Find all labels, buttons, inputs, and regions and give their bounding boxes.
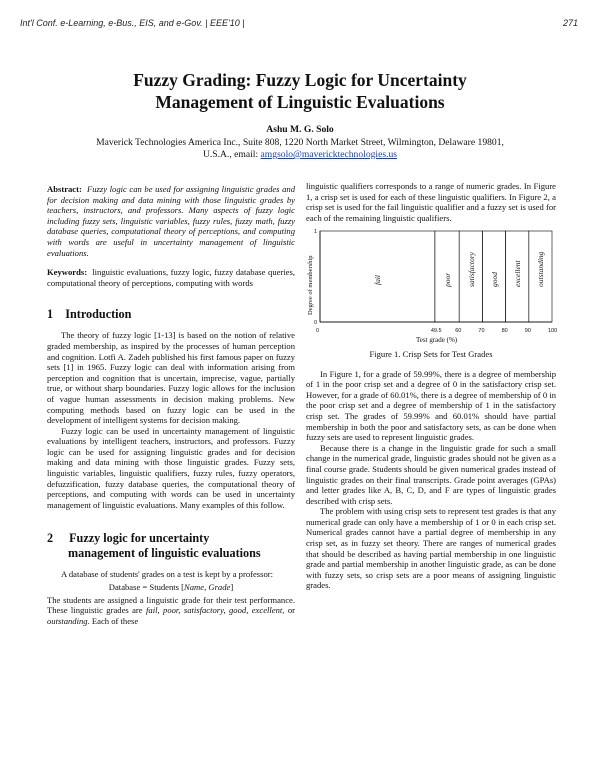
right-paragraph-b: Because there is a change in the linguistic grade for such a small change in the numerical grade, linguistic grades should not be given as a final course grade. Students should be given numerical grades instead of linguistic grades on their final transcripts. Grade point averages (GPAs) and letter grades like A, B, C, D, and F are types of linguistic grades described with crisp sets. (306, 442, 556, 506)
right-paragraph-c: The problem with using crisp sets to represent test grades is that any numerical grade can only have a membership of 1 or 0 in each crisp set. Numerical grades cannot have a partial degree of membership in any crisp set, as in fuzzy set theory. There are ranges of numerical grades that should be described as having partial membership in one linguistic grade and partial membership in another linguistic grade, as can be done with fuzzy sets, so crisp sets are a poor means of assigning linguistic grades. (306, 506, 556, 591)
section-2-title-line-1: Fuzzy logic for uncertainty (69, 531, 210, 546)
set-label-poor: poor (443, 273, 453, 288)
author-contact (60, 149, 540, 161)
y-axis-label: Degree of membership (307, 255, 314, 316)
x-tick-label: 80 (501, 328, 508, 335)
set-label-good: good (490, 272, 499, 288)
x-tick-label: 49.5 (430, 328, 442, 335)
right-intro-paragraph: linguistic qualifiers corresponds to a range of numeric grades. In Figure 1, a crisp set is used for each of these linguistic qualifiers. In Figure 2, a crisp set is used for the fail linguistic qualifier and a fuzzy set is used for each of the remaining linguistic qualifiers. (306, 181, 556, 223)
abstract (47, 184, 295, 258)
figure-1-caption: Figure 1. Crisp Sets for Test Grades (369, 349, 493, 360)
keywords-text: linguistic evaluations, fuzzy logic, fuzzy database queries, computational theory of perceptions, computing with words (47, 267, 295, 288)
database-definition: Database = Students [Name, Grade] (108, 582, 234, 593)
right-column (306, 181, 556, 591)
section-1-heading (47, 307, 295, 322)
abstract-label: Abstract: (47, 184, 82, 194)
author-email-link[interactable]: amgsolo@mavericktechnologies.us (260, 149, 398, 160)
section-2-heading (47, 531, 295, 561)
figure-1 (306, 227, 556, 347)
intro-paragraph-1: The theory of fuzzy logic [1-13] is based on the notion of relative graded membership, as inspired by the processes of human perception and cognition. Lotfi A. Zadeh published his first famous paper on fuzzy sets [1] in 1965. Fuzzy logic can deal with information arising from perception and cognition that is uncertain, imprecise, vague, partially true, or without sharp boundaries. Fuzzy logic allows for the inclusion of vague human assessments in decision making problems. New computing methods based on fuzzy logic can be used in the development of intelligent systems for decision making. (47, 330, 295, 426)
author-affiliation: Maverick Technologies America Inc., Suite 808, 1220 North Market Street, Wilmington, Delaware 19801, (96, 137, 504, 148)
page-number: 271 (562, 18, 578, 28)
section-2-title-line-2: management of linguistic evaluations (68, 546, 261, 561)
x-tick-label: 100 (548, 328, 558, 335)
section-2-paragraph-2: The students are assigned a linguistic grade for their test performance. These linguistic grades are fail, poor, satisfactory, good, excellent, or outstanding. Each of these (47, 594, 295, 626)
section-1-title: Introduction (65, 307, 132, 322)
left-column (47, 184, 295, 626)
keywords (47, 267, 295, 288)
running-header: Int'l Conf. e-Learning, e-Bus., EIS, and e-Gov. | EEE'10 | (20, 18, 245, 28)
x-tick-label: 60 (455, 328, 462, 335)
section-2-paragraph-1: A database of students' grades on a test is kept by a professor: (61, 569, 274, 580)
paper-title-line-2: Management of Linguistic Evaluations (155, 92, 445, 112)
section-2-number: 2 (47, 531, 54, 546)
x-tick-label: 0 (316, 328, 320, 335)
paper-title-line-1: Fuzzy Grading: Fuzzy Logic for Uncertainty (133, 70, 467, 90)
x-axis-label: Test grade (%) (416, 336, 458, 345)
author-name: Ashu M. G. Solo (266, 124, 334, 135)
keywords-label: Keywords: (47, 267, 88, 278)
y-tick-label: 0 (314, 320, 318, 327)
abstract-text: Fuzzy logic can be used for assigning linguistic grades and for decision making and data mining with those linguistic grades by teachers, instructors, and professors. Many aspects of fuzzy logic including fuzzy sets, linguistic variables, fuzzy rules, fuzzy math, fuzzy database queries, computational theory of perceptions, and computing with words are useful in uncertainty management of linguistic evaluations. (47, 184, 296, 258)
right-paragraph-a: In Figure 1, for a grade of 59.99%, there is a degree of membership of 1 in the poor crisp set and a degree of 0 in the satisfactory crisp set. However, for a grade of 60.01%, there is a degree of membership of 0 in the poor crisp set and a degree of membership of 1 in the satisfactory crisp set. The grades of 59.99% and 60.01% should have partial membership in both the poor and satisfactory sets, as can be done when fuzzy sets are used to represent linguistic grades. (306, 368, 556, 443)
set-label-satisfactory: satisfactory (466, 252, 476, 288)
set-label-fail: fail (373, 275, 383, 286)
set-label-excellent: excellent (513, 260, 523, 288)
intro-paragraph-2: Fuzzy logic can be used in uncertainty management of linguistic evaluations by intelligent teachers, instructors, and professors. Fuzzy logic can be used for assigning linguistic grades and for decision making and data mining with those linguistic grades. Fuzzy sets, linguistic variables, linguistic qualifiers, fuzzy rules, fuzzy operators, defuzzification, fuzzy database queries, the computational theory of perceptions, and computing with words can be used in uncertainty management of linguistic evaluations. Many examples of this follow. (47, 425, 295, 510)
set-label-outstanding: outstanding (536, 251, 546, 288)
email-prefix: U.S.A., email: (202, 149, 259, 160)
y-tick-label: 1 (314, 229, 318, 236)
section-1-number: 1 (47, 307, 54, 322)
x-tick-label: 70 (478, 328, 485, 335)
x-tick-label: 90 (524, 328, 531, 335)
